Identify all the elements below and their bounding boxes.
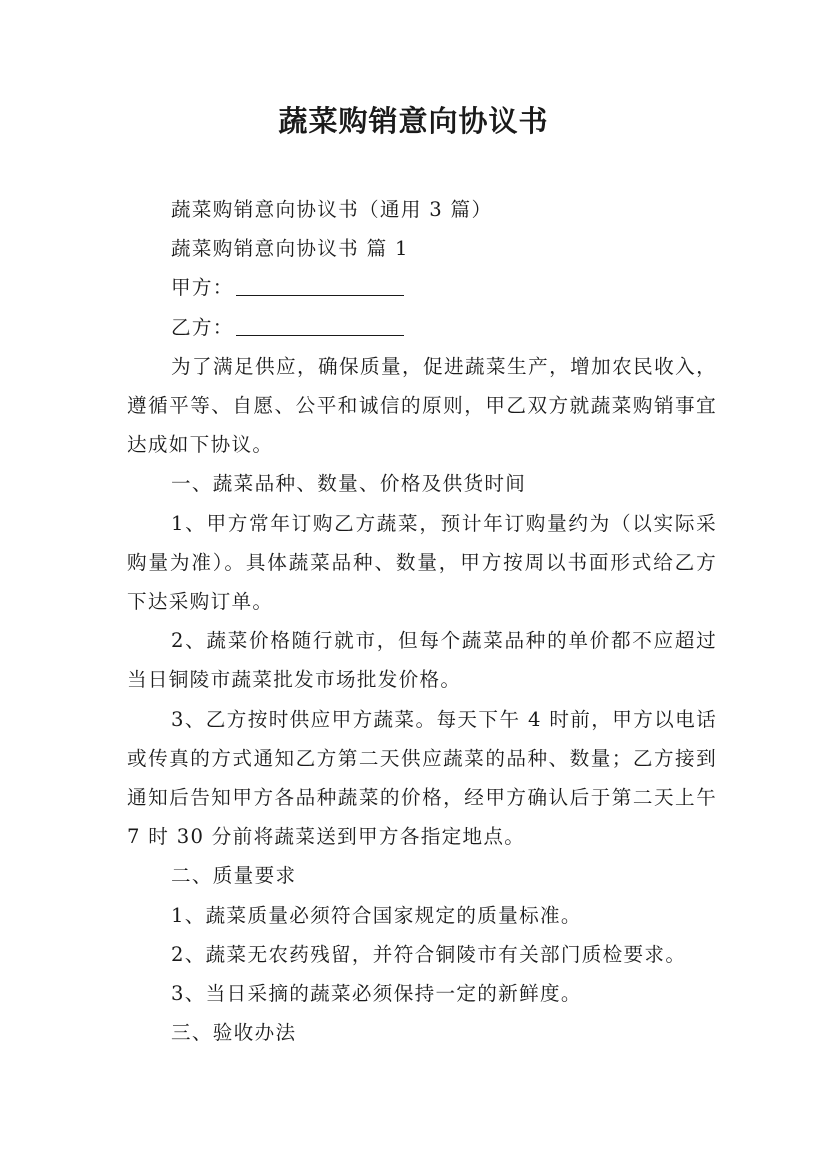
- clause-paragraph: 1、甲方常年订购乙方蔬菜，预计年订购量约为（以实际采购量为准）。具体蔬菜品种、数量，甲方按周以书面形式给乙方下达采购订单。: [127, 511, 717, 614]
- party-b-line: [127, 308, 717, 347]
- section-heading: 三、验收办法: [171, 1021, 297, 1045]
- clause-paragraph: 2、蔬菜无农药残留，并符合铜陵市有关部门质检要求。: [171, 942, 687, 966]
- subtitle-line: 蔬菜购销意向协议书（通用 3 篇）: [171, 198, 493, 221]
- clause-paragraph: 1、蔬菜质量必须符合国家规定的质量标准。: [171, 903, 582, 927]
- intro-paragraph: 为了满足供应，确保质量，促进蔬菜生产，增加农民收入，遵循平等、自愿、公平和诚信的原则，甲乙双方就蔬菜购销事宜达成如下协议。: [127, 354, 717, 457]
- party-b-blank: [236, 315, 404, 336]
- party-b-label: 乙方：: [171, 315, 234, 339]
- section-heading: 二、质量要求: [171, 864, 297, 888]
- section-heading: 蔬菜购销意向协议书 篇 1: [171, 237, 409, 261]
- clause-paragraph: 2、蔬菜价格随行就市，但每个蔬菜品种的单价都不应超过当日铜陵市蔬菜批发市场批发价格。: [127, 629, 717, 692]
- party-a-line: [127, 268, 717, 307]
- clause-paragraph: 3、乙方按时供应甲方蔬菜。每天下午 4 时前，甲方以电话或传真的方式通知乙方第二天供应蔬菜的品种、数量；乙方接到通知后告知甲方各品种蔬菜的价格，经甲方确认后于第二天上午 7 时 30 分前将蔬菜送到甲方各指定地点。: [127, 707, 717, 849]
- document-title: 蔬菜购销意向协议书: [278, 104, 549, 138]
- party-a-blank: [236, 275, 404, 296]
- document-body: [127, 190, 717, 1052]
- clause-paragraph: 3、当日采摘的蔬菜必须保持一定的新鲜度。: [171, 982, 582, 1006]
- party-a-label: 甲方：: [171, 276, 234, 300]
- section-heading: 一、蔬菜品种、数量、价格及供货时间: [171, 472, 527, 496]
